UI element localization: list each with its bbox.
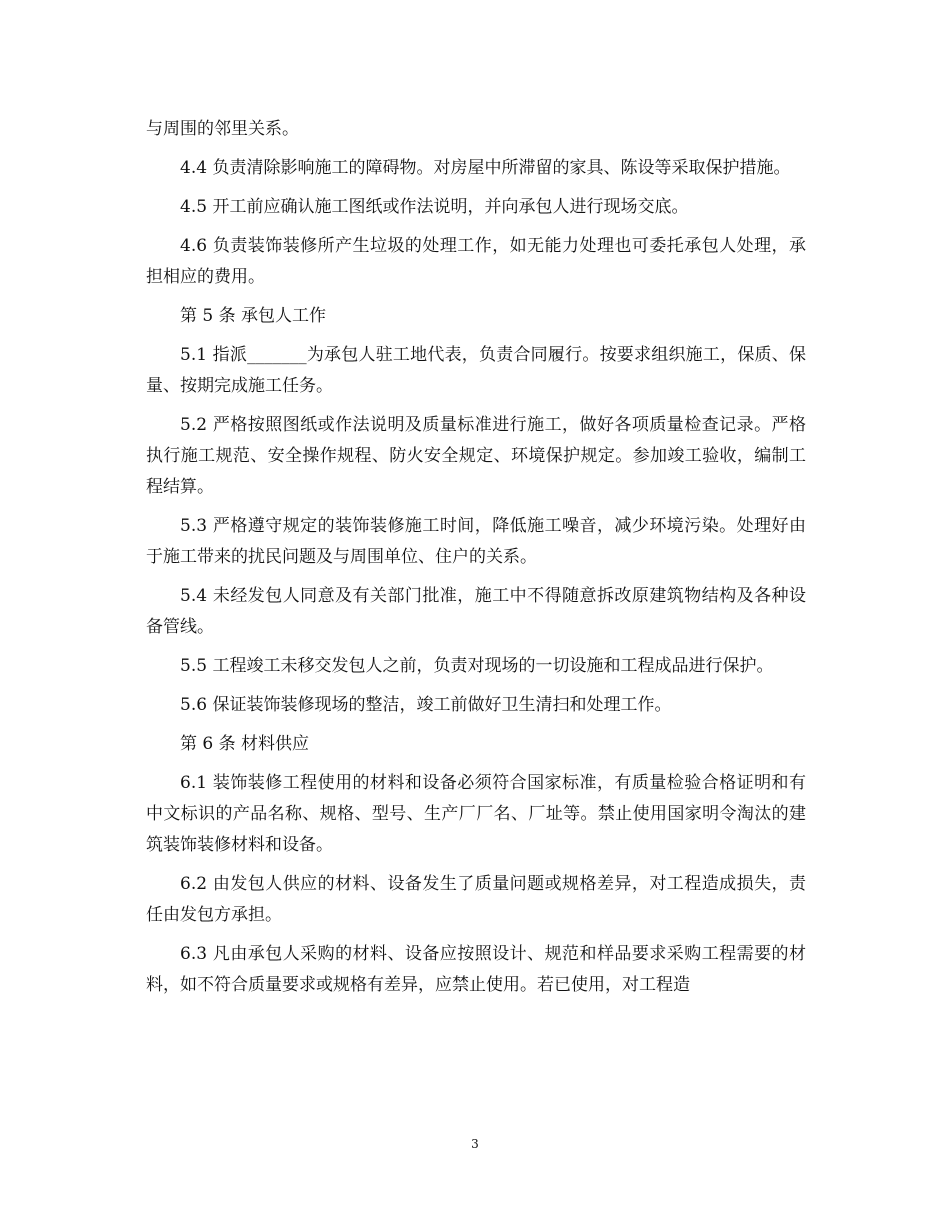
clause-6-3: 6.3 凡由承包人采购的材料、设备应按照设计、规范和样品要求采购工程需要的材料，如不符合质量要求或规格有差异，应禁止使用。若已使用，对工程造: [146, 944, 806, 995]
clause-6-2: 6.2 由发包人供应的材料、设备发生了质量问题或规格差异，对工程造成损失，责任由发包方承担。: [146, 874, 806, 925]
clause-5-6: 5.6 保证装饰装修现场的整洁，竣工前做好卫生清扫和处理工作。: [180, 695, 672, 715]
clause-5-1: 5.1 指派_______为承包人驻工地代表，负责合同履行。按要求组织施工，保质、保量、按期完成施工任务。: [146, 345, 806, 396]
section-heading-article-6: 第 6 条 材料供应: [180, 734, 310, 754]
paragraph-continuation: 与周围的邻里关系。: [146, 119, 299, 139]
clause-5-5: 5.5 工程竣工未移交发包人之前，负责对现场的一切设施和工程成品进行保护。: [180, 656, 774, 676]
clause-5-3: 5.3 严格遵守规定的装饰装修施工时间，降低施工噪音，减少环境污染。处理好由于施工带来的扰民问题及与周围单位、住户的关系。: [146, 516, 806, 567]
page-number: 3: [471, 1137, 479, 1151]
section-heading-article-5: 第 5 条 承包人工作: [180, 306, 327, 326]
clause-4-5: 4.5 开工前应确认施工图纸或作法说明，并向承包人进行现场交底。: [180, 197, 689, 217]
clause-4-6: 4.6 负责装饰装修所产生垃圾的处理工作，如无能力处理也可委托承包人处理，承担相应的费用。: [146, 236, 806, 287]
document-body: [146, 114, 806, 1009]
clause-5-4: 5.4 未经发包人同意及有关部门批准，施工中不得随意拆改原建筑物结构及各种设备管线。: [146, 586, 806, 637]
clause-6-1: 6.1 装饰装修工程使用的材料和设备必须符合国家标准，有质量检验合格证明和有中文标识的产品名称、规格、型号、生产厂厂名、厂址等。禁止使用国家明令淘汰的建筑装饰装修材料和设备。: [146, 773, 806, 855]
clause-4-4: 4.4 负责清除影响施工的障碍物。对房屋中所滞留的家具、陈设等采取保护措施。: [180, 158, 791, 178]
clause-5-2: 5.2 严格按照图纸或作法说明及质量标准进行施工，做好各项质量检查记录。严格执行施工规范、安全操作规程、防火安全规定、环境保护规定。参加竣工验收，编制工程结算。: [146, 415, 806, 497]
